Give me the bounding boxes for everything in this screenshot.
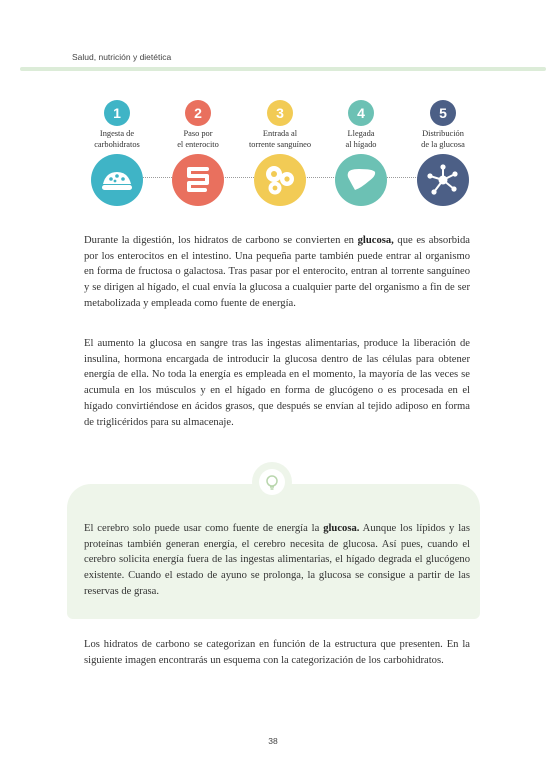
step-label: Ingesta de carbohidratos	[94, 129, 140, 149]
step-2	[158, 100, 238, 206]
step-label: Paso por el enterocito	[177, 129, 219, 149]
step-label: Entrada al torrente sanguíneo	[248, 129, 312, 149]
step-number: 3	[267, 100, 293, 126]
step-number: 4	[348, 100, 374, 126]
step-1	[77, 100, 157, 206]
step-4	[321, 100, 401, 206]
keyword-glucosa: glucosa.	[323, 523, 360, 534]
step-number: 2	[185, 100, 211, 126]
keyword-glucosa: glucosa,	[357, 235, 394, 246]
step-label: Llegada al hígado	[345, 129, 377, 149]
molecule-icon	[417, 154, 469, 206]
step-5	[403, 100, 483, 206]
tip-paragraph-brain: El cerebro solo puede usar como fuente de energía la glucosa. Aunque los lípidos y las proteínas también generan energía, el cerebro necesita de glucosa. Así pues, cuando el cerebro solicita energía fuera de las ingestas alimentarias, el hígado degrada el glucógeno existente. Cuando el estado de ayuno se prolonga, la glucosa se consigue a partir de las reservas de grasa.	[84, 523, 471, 597]
step-3	[240, 100, 320, 206]
intestine-icon	[172, 154, 224, 206]
idea-icon	[259, 469, 285, 495]
paragraph-insulin: El aumento la glucosa en sangre tras las ingestas alimentarias, produce la liberación de insulina, hormona encargada de introducir la glucosa dentro de las células para obtener energía de ella. No toda la energía es empleada en el momento, la mayoría de las veces se acumula en los músculos y en el hígado en forma de glucógeno o es procesada en el hígado convirtiéndose en ácidos grasos, que después se envían al tejido adiposo en forma de triglicéridos para su almacenaje.	[84, 338, 470, 428]
glucose-process-diagram	[70, 100, 490, 210]
page-number: 38	[268, 736, 278, 746]
blood-cells-icon	[254, 154, 306, 206]
paragraph-classification: Los hidratos de carbono se categorizan en función de la estructura que presenten. En la siguiente imagen encontrarás un esquema con la categorización de los carbohidratos.	[84, 639, 470, 666]
paragraph-digestion: Durante la digestión, los hidratos de carbono se convierten en glucosa, que es absorbida por los enterocitos en el intestino. Una pequeña parte también puede entrar al organismo en forma de fructosa o galactosa. Tras pasar por el enterocito, entran al torrente sanguíneo y se dirigen al hígado, el cual envía la glucosa a cualquier parte del organismo a fin de ser metabolizada y empleada como fuente de energía.	[84, 235, 470, 309]
step-number: 5	[430, 100, 456, 126]
running-header: Salud, nutrición y dietética	[72, 52, 172, 62]
header-divider	[20, 67, 546, 71]
step-number: 1	[104, 100, 130, 126]
step-label: Distribución de la glucosa	[421, 129, 465, 149]
food-icon	[91, 154, 143, 206]
liver-icon	[335, 154, 387, 206]
